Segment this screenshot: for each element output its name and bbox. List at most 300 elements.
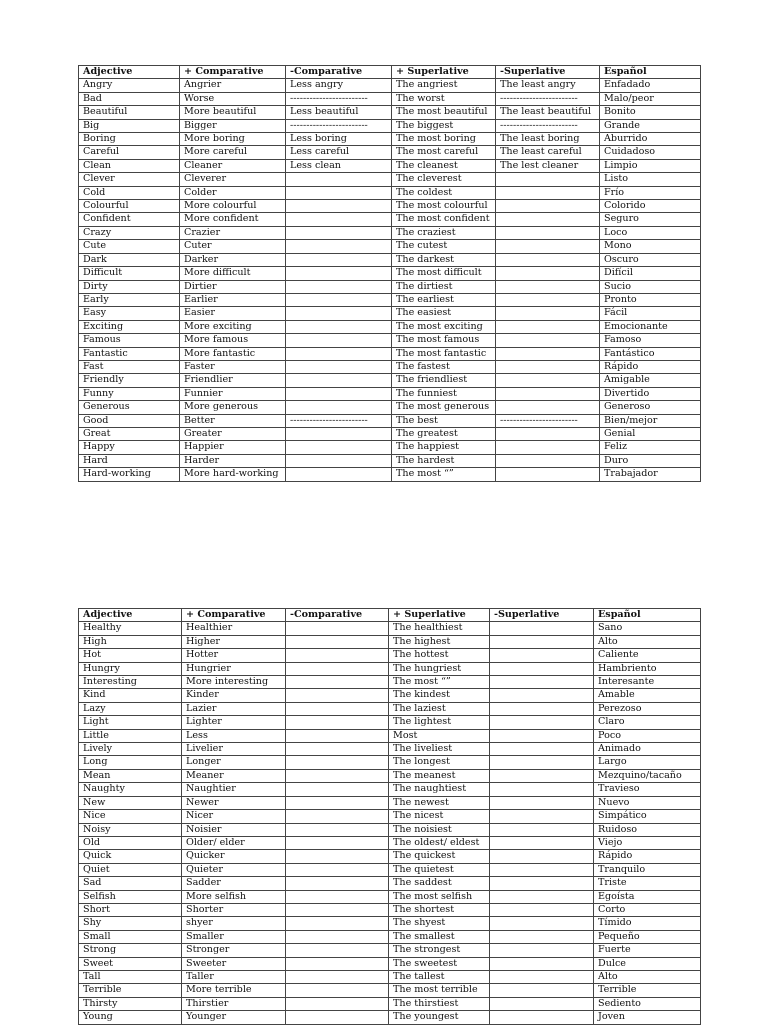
adjective-table-1 — [78, 65, 701, 482]
cell-adjective: Long — [79, 756, 182, 769]
cell-adjective: Cute — [79, 240, 180, 253]
cell-adjective: Hard — [79, 454, 180, 467]
cell-minus-comparative — [286, 716, 389, 729]
cell-plus-comparative: Shorter — [182, 903, 286, 916]
cell-adjective: Funny — [79, 387, 180, 400]
table-row — [79, 159, 701, 172]
cell-espanol: Divertido — [600, 387, 701, 400]
cell-minus-superlative — [490, 676, 594, 689]
cell-adjective: Bad — [79, 92, 180, 105]
table-row — [79, 387, 701, 400]
table-row — [79, 320, 701, 333]
cell-plus-superlative: The meanest — [389, 769, 490, 782]
cell-minus-superlative — [496, 200, 600, 213]
cell-espanol: Trabajador — [600, 468, 701, 481]
cell-adjective: Crazy — [79, 226, 180, 239]
cell-plus-superlative: The most fantastic — [392, 347, 496, 360]
table-header — [79, 66, 701, 79]
cell-plus-comparative: Worse — [180, 92, 286, 105]
table-row — [79, 414, 701, 427]
cell-adjective: Colourful — [79, 200, 180, 213]
cell-adjective: Clean — [79, 159, 180, 172]
cell-minus-comparative — [286, 890, 389, 903]
cell-plus-superlative: The youngest — [389, 1011, 490, 1024]
cell-espanol: Terrible — [594, 984, 701, 997]
table-row — [79, 783, 701, 796]
cell-plus-comparative: More fantastic — [180, 347, 286, 360]
cell-plus-superlative: The strongest — [389, 944, 490, 957]
cell-adjective: High — [79, 635, 182, 648]
cell-plus-superlative: The hottest — [389, 649, 490, 662]
cell-plus-superlative: The most colourful — [392, 200, 496, 213]
cell-adjective: Hard-working — [79, 468, 180, 481]
cell-adjective: New — [79, 796, 182, 809]
cell-minus-superlative — [496, 320, 600, 333]
cell-minus-superlative — [496, 347, 600, 360]
cell-espanol: Frío — [600, 186, 701, 199]
cell-minus-superlative: ------------------------ — [496, 92, 600, 105]
cell-minus-superlative — [490, 743, 594, 756]
cell-adjective: Hot — [79, 649, 182, 662]
cell-adjective: Thirsty — [79, 997, 182, 1010]
cell-minus-superlative — [490, 823, 594, 836]
cell-plus-comparative: Colder — [180, 186, 286, 199]
cell-minus-superlative — [490, 756, 594, 769]
cell-plus-superlative: The naughtiest — [389, 783, 490, 796]
cell-plus-superlative: The craziest — [392, 226, 496, 239]
cell-adjective: Difficult — [79, 267, 180, 280]
cell-minus-superlative — [490, 850, 594, 863]
table-row — [79, 200, 701, 213]
cell-plus-superlative: The tallest — [389, 970, 490, 983]
cell-plus-superlative: The most beautiful — [392, 106, 496, 119]
cell-minus-superlative — [490, 890, 594, 903]
cell-plus-comparative: More beautiful — [180, 106, 286, 119]
cell-minus-superlative — [496, 186, 600, 199]
cell-plus-comparative: Cleaner — [180, 159, 286, 172]
table-row — [79, 267, 701, 280]
cell-plus-comparative: Hungrier — [182, 662, 286, 675]
cell-espanol: Animado — [594, 743, 701, 756]
cell-adjective: Healthy — [79, 622, 182, 635]
cell-minus-superlative — [490, 729, 594, 742]
cell-plus-comparative: Quieter — [182, 863, 286, 876]
cell-espanol: Cuidadoso — [600, 146, 701, 159]
table-row — [79, 689, 701, 702]
table-row — [79, 454, 701, 467]
cell-plus-superlative: The darkest — [392, 253, 496, 266]
table-row — [79, 226, 701, 239]
table-row — [79, 92, 701, 105]
column-header-plus-comparative: + Comparative — [182, 609, 286, 622]
cell-plus-comparative: More colourful — [180, 200, 286, 213]
table-row — [79, 917, 701, 930]
cell-adjective: Famous — [79, 334, 180, 347]
cell-minus-comparative: Less clean — [286, 159, 392, 172]
cell-espanol: Ruidoso — [594, 823, 701, 836]
cell-plus-comparative: Greater — [180, 427, 286, 440]
column-header-espanol: Español — [594, 609, 701, 622]
cell-plus-superlative: The cleanest — [392, 159, 496, 172]
cell-espanol: Seguro — [600, 213, 701, 226]
cell-espanol: Enfadado — [600, 79, 701, 92]
cell-plus-superlative: The quietest — [389, 863, 490, 876]
table-row — [79, 903, 701, 916]
cell-espanol: Emocionante — [600, 320, 701, 333]
cell-minus-comparative — [286, 957, 389, 970]
cell-adjective: Nice — [79, 810, 182, 823]
column-header-minus-comparative: -Comparative — [286, 66, 392, 79]
cell-plus-comparative: Happier — [180, 441, 286, 454]
cell-adjective: Noisy — [79, 823, 182, 836]
cell-minus-comparative — [286, 320, 392, 333]
table-row — [79, 622, 701, 635]
cell-plus-superlative: Most — [389, 729, 490, 742]
cell-adjective: Selfish — [79, 890, 182, 903]
cell-adjective: Confident — [79, 213, 180, 226]
cell-plus-comparative: More interesting — [182, 676, 286, 689]
cell-adjective: Little — [79, 729, 182, 742]
cell-minus-comparative — [286, 850, 389, 863]
table-row — [79, 676, 701, 689]
cell-adjective: Beautiful — [79, 106, 180, 119]
cell-adjective: Exciting — [79, 320, 180, 333]
cell-plus-comparative: More hard-working — [180, 468, 286, 481]
adjective-table-2 — [78, 608, 701, 1025]
table-row — [79, 401, 701, 414]
cell-plus-superlative: The earliest — [392, 293, 496, 306]
cell-adjective: Sad — [79, 877, 182, 890]
cell-minus-comparative — [286, 984, 389, 997]
cell-minus-superlative — [490, 769, 594, 782]
cell-espanol: Alto — [594, 635, 701, 648]
cell-minus-comparative — [286, 200, 392, 213]
cell-plus-superlative: The highest — [389, 635, 490, 648]
table-row — [79, 374, 701, 387]
cell-plus-superlative: The easiest — [392, 307, 496, 320]
cell-espanol: Limpio — [600, 159, 701, 172]
cell-espanol: Joven — [594, 1011, 701, 1024]
cell-minus-superlative — [496, 240, 600, 253]
cell-plus-superlative: The best — [392, 414, 496, 427]
header-row — [79, 66, 701, 79]
cell-adjective: Fast — [79, 360, 180, 373]
cell-minus-comparative — [286, 441, 392, 454]
table-row — [79, 810, 701, 823]
cell-espanol: Egoísta — [594, 890, 701, 903]
column-header-minus-superlative: -Superlative — [490, 609, 594, 622]
cell-minus-comparative — [286, 903, 389, 916]
cell-espanol: Mezquino/tacaño — [594, 769, 701, 782]
cell-adjective: Hungry — [79, 662, 182, 675]
cell-adjective: Kind — [79, 689, 182, 702]
cell-minus-comparative — [286, 427, 392, 440]
cell-minus-superlative — [490, 689, 594, 702]
cell-plus-superlative: The funniest — [392, 387, 496, 400]
table-row — [79, 213, 701, 226]
cell-minus-superlative: The least beautiful — [496, 106, 600, 119]
table-row — [79, 769, 701, 782]
cell-adjective: Strong — [79, 944, 182, 957]
cell-minus-comparative: Less boring — [286, 133, 392, 146]
cell-minus-superlative — [496, 360, 600, 373]
table-row — [79, 635, 701, 648]
table-row — [79, 240, 701, 253]
table-row — [79, 133, 701, 146]
cell-minus-superlative — [496, 468, 600, 481]
table-row — [79, 970, 701, 983]
cell-minus-comparative — [286, 213, 392, 226]
cell-espanol: Tranquilo — [594, 863, 701, 876]
cell-minus-comparative — [286, 253, 392, 266]
cell-plus-comparative: Hotter — [182, 649, 286, 662]
cell-minus-superlative: ------------------------ — [496, 119, 600, 132]
cell-minus-superlative — [496, 454, 600, 467]
cell-minus-comparative — [286, 468, 392, 481]
cell-minus-comparative — [286, 810, 389, 823]
cell-plus-superlative: The dirtiest — [392, 280, 496, 293]
cell-adjective: Happy — [79, 441, 180, 454]
cell-minus-comparative — [286, 970, 389, 983]
cell-minus-comparative — [286, 743, 389, 756]
cell-adjective: Early — [79, 293, 180, 306]
cell-plus-superlative: The worst — [392, 92, 496, 105]
cell-plus-superlative: The most confident — [392, 213, 496, 226]
cell-minus-superlative — [490, 662, 594, 675]
table-row — [79, 1011, 701, 1024]
cell-plus-superlative: The thirstiest — [389, 997, 490, 1010]
cell-minus-superlative — [490, 957, 594, 970]
cell-adjective: Short — [79, 903, 182, 916]
table-row — [79, 743, 701, 756]
cell-adjective: Old — [79, 836, 182, 849]
cell-plus-comparative: More generous — [180, 401, 286, 414]
cell-plus-comparative: Healthier — [182, 622, 286, 635]
cell-adjective: Good — [79, 414, 180, 427]
cell-minus-superlative — [496, 280, 600, 293]
cell-minus-superlative — [496, 213, 600, 226]
cell-plus-superlative: The oldest/ eldest — [389, 836, 490, 849]
cell-adjective: Tall — [79, 970, 182, 983]
cell-adjective: Terrible — [79, 984, 182, 997]
cell-espanol: Oscuro — [600, 253, 701, 266]
cell-minus-comparative — [286, 307, 392, 320]
table-row — [79, 850, 701, 863]
table-row — [79, 836, 701, 849]
cell-minus-comparative — [286, 173, 392, 186]
cell-plus-comparative: Higher — [182, 635, 286, 648]
cell-espanol: Claro — [594, 716, 701, 729]
table-body — [79, 622, 701, 1024]
cell-espanol: Poco — [594, 729, 701, 742]
cell-minus-superlative — [496, 374, 600, 387]
cell-plus-comparative: Meaner — [182, 769, 286, 782]
cell-plus-comparative: Better — [180, 414, 286, 427]
cell-espanol: Colorido — [600, 200, 701, 213]
cell-plus-superlative: The fastest — [392, 360, 496, 373]
cell-plus-superlative: The smallest — [389, 930, 490, 943]
cell-minus-comparative — [286, 347, 392, 360]
cell-minus-superlative — [490, 783, 594, 796]
cell-plus-superlative: The happiest — [392, 441, 496, 454]
cell-plus-comparative: Smaller — [182, 930, 286, 943]
cell-espanol: Bien/mejor — [600, 414, 701, 427]
cell-plus-comparative: Lazier — [182, 702, 286, 715]
cell-minus-comparative — [286, 676, 389, 689]
cell-adjective: Fantastic — [79, 347, 180, 360]
table-body — [79, 79, 701, 481]
cell-espanol: Pequeño — [594, 930, 701, 943]
cell-minus-superlative — [496, 307, 600, 320]
cell-plus-comparative: Quicker — [182, 850, 286, 863]
cell-minus-superlative — [490, 796, 594, 809]
cell-minus-superlative — [496, 334, 600, 347]
table-row — [79, 944, 701, 957]
table-row — [79, 79, 701, 92]
cell-espanol: Amable — [594, 689, 701, 702]
cell-plus-comparative: Lighter — [182, 716, 286, 729]
cell-espanol: Simpático — [594, 810, 701, 823]
cell-plus-superlative: The most selfish — [389, 890, 490, 903]
table-row — [79, 863, 701, 876]
table-row — [79, 334, 701, 347]
cell-minus-comparative — [286, 293, 392, 306]
cell-plus-superlative: The liveliest — [389, 743, 490, 756]
table-row — [79, 957, 701, 970]
column-header-minus-superlative: -Superlative — [496, 66, 600, 79]
cell-minus-comparative: ------------------------ — [286, 119, 392, 132]
cell-adjective: Boring — [79, 133, 180, 146]
cell-plus-comparative: Thirstier — [182, 997, 286, 1010]
cell-espanol: Alto — [594, 970, 701, 983]
cell-plus-comparative: Crazier — [180, 226, 286, 239]
cell-minus-superlative — [490, 984, 594, 997]
cell-plus-superlative: The kindest — [389, 689, 490, 702]
cell-plus-comparative: Kinder — [182, 689, 286, 702]
cell-plus-comparative: Younger — [182, 1011, 286, 1024]
column-header-adjective: Adjective — [79, 609, 182, 622]
cell-minus-superlative — [496, 267, 600, 280]
cell-minus-comparative: Less angry — [286, 79, 392, 92]
cell-minus-comparative — [286, 836, 389, 849]
cell-espanol: Pronto — [600, 293, 701, 306]
cell-espanol: Aburrido — [600, 133, 701, 146]
column-header-plus-superlative: + Superlative — [389, 609, 490, 622]
cell-adjective: Lively — [79, 743, 182, 756]
cell-adjective: Easy — [79, 307, 180, 320]
cell-plus-comparative: Stronger — [182, 944, 286, 957]
cell-minus-comparative — [286, 877, 389, 890]
cell-espanol: Tímido — [594, 917, 701, 930]
cell-plus-comparative: Older/ elder — [182, 836, 286, 849]
cell-minus-comparative — [286, 729, 389, 742]
cell-minus-comparative — [286, 689, 389, 702]
column-header-plus-comparative: + Comparative — [180, 66, 286, 79]
cell-espanol: Mono — [600, 240, 701, 253]
cell-plus-superlative: The most careful — [392, 146, 496, 159]
cell-minus-superlative — [490, 836, 594, 849]
cell-plus-comparative: Easier — [180, 307, 286, 320]
cell-espanol: Sucio — [600, 280, 701, 293]
table-row — [79, 146, 701, 159]
cell-minus-comparative — [286, 944, 389, 957]
cell-minus-comparative — [286, 186, 392, 199]
cell-plus-superlative: The most exciting — [392, 320, 496, 333]
table-row — [79, 729, 701, 742]
cell-espanol: Fuerte — [594, 944, 701, 957]
cell-espanol: Famoso — [600, 334, 701, 347]
cell-espanol: Largo — [594, 756, 701, 769]
cell-plus-superlative: The hungriest — [389, 662, 490, 675]
cell-adjective: Dirty — [79, 280, 180, 293]
cell-minus-comparative — [286, 649, 389, 662]
cell-minus-superlative — [490, 716, 594, 729]
cell-espanol: Genial — [600, 427, 701, 440]
cell-adjective: Young — [79, 1011, 182, 1024]
cell-adjective: Generous — [79, 401, 180, 414]
cell-plus-comparative: More boring — [180, 133, 286, 146]
cell-plus-comparative: Less — [182, 729, 286, 742]
cell-adjective: Careful — [79, 146, 180, 159]
cell-plus-superlative: The most difficult — [392, 267, 496, 280]
cell-plus-comparative: Cuter — [180, 240, 286, 253]
cell-espanol: Perezoso — [594, 702, 701, 715]
table-row — [79, 441, 701, 454]
cell-plus-comparative: Angrier — [180, 79, 286, 92]
cell-adjective: Naughty — [79, 783, 182, 796]
cell-plus-comparative: Cleverer — [180, 173, 286, 186]
cell-espanol: Interesante — [594, 676, 701, 689]
table-row — [79, 186, 701, 199]
cell-minus-comparative — [286, 702, 389, 715]
cell-plus-comparative: Nicer — [182, 810, 286, 823]
cell-minus-superlative — [496, 173, 600, 186]
cell-plus-superlative: The coldest — [392, 186, 496, 199]
table-row — [79, 360, 701, 373]
cell-minus-superlative — [490, 702, 594, 715]
cell-plus-comparative: More terrible — [182, 984, 286, 997]
cell-plus-superlative: The lightest — [389, 716, 490, 729]
cell-minus-comparative — [286, 401, 392, 414]
cell-minus-superlative — [490, 997, 594, 1010]
cell-minus-comparative: Less careful — [286, 146, 392, 159]
cell-minus-comparative — [286, 240, 392, 253]
cell-adjective: Angry — [79, 79, 180, 92]
cell-espanol: Triste — [594, 877, 701, 890]
cell-plus-superlative: The most terrible — [389, 984, 490, 997]
cell-plus-comparative: Dirtier — [180, 280, 286, 293]
cell-espanol: Fácil — [600, 307, 701, 320]
cell-espanol: Amigable — [600, 374, 701, 387]
cell-adjective: Dark — [79, 253, 180, 266]
cell-minus-comparative — [286, 360, 392, 373]
cell-minus-comparative — [286, 930, 389, 943]
cell-espanol: Duro — [600, 454, 701, 467]
cell-plus-comparative: Earlier — [180, 293, 286, 306]
cell-espanol: Sano — [594, 622, 701, 635]
cell-plus-comparative: Newer — [182, 796, 286, 809]
table-row — [79, 468, 701, 481]
cell-plus-comparative: More selfish — [182, 890, 286, 903]
cell-espanol: Listo — [600, 173, 701, 186]
cell-plus-superlative: The quickest — [389, 850, 490, 863]
cell-plus-superlative: The healthiest — [389, 622, 490, 635]
column-header-adjective: Adjective — [79, 66, 180, 79]
cell-plus-superlative: The saddest — [389, 877, 490, 890]
table-row — [79, 890, 701, 903]
cell-plus-superlative: The biggest — [392, 119, 496, 132]
table-row — [79, 649, 701, 662]
